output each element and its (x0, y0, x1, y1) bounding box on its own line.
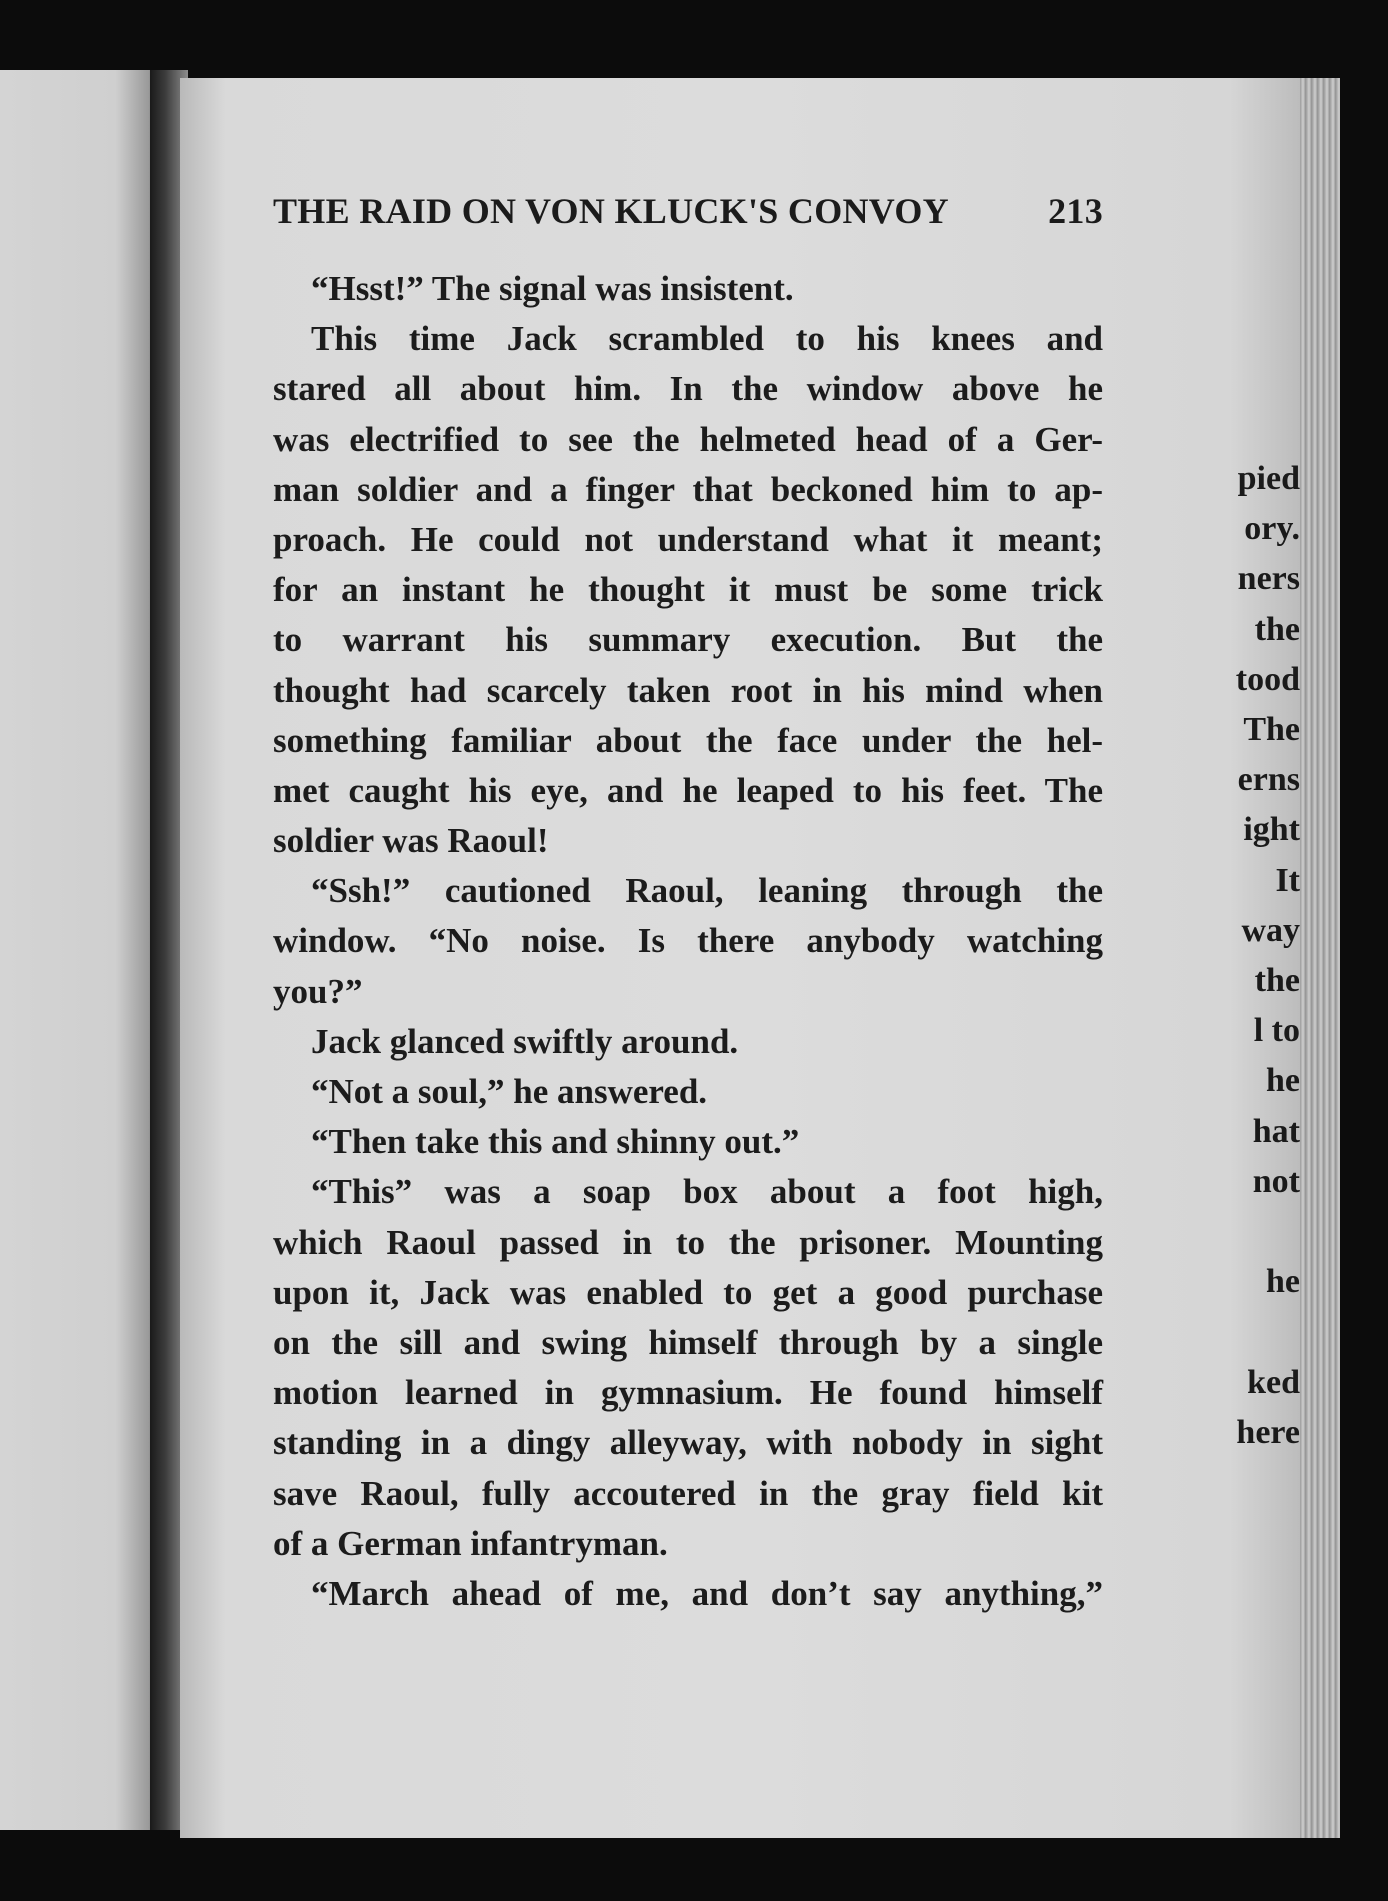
previous-page-line: ners (1237, 560, 1300, 598)
previous-page-line: pied (1237, 460, 1300, 497)
text-line: “Ssh!” cautioned Raoul, leaning through the (311, 871, 1103, 911)
previous-page-line: ight (1243, 811, 1300, 849)
previous-page-line: he (1266, 1263, 1300, 1301)
text-line: “March ahead of me, and don’t say anything,” (311, 1573, 1103, 1613)
previous-page-line: l to (1253, 1012, 1300, 1050)
text-line: upon it, Jack was enabled to get a good purchase (273, 1272, 1103, 1312)
text-line: for an instant he thought it must be some trick (273, 570, 1103, 610)
previous-page-line: not (1252, 1162, 1300, 1200)
text-line: soldier was Raoul! (273, 821, 549, 861)
text-line: which Raoul passed in to the prisoner. Mounting (273, 1222, 1103, 1262)
text-line: This time Jack scrambled to his knees and (311, 319, 1103, 359)
page-edges (1300, 78, 1340, 1838)
text-line: standing in a dingy alleyway, with nobody in sight (273, 1423, 1103, 1463)
text-line: was electrified to see the helmeted head of a Ger- (273, 419, 1103, 459)
text-line: you?” (273, 971, 363, 1011)
previous-page-line: the (1254, 962, 1300, 999)
text-line: to warrant his summary execution. But the (273, 620, 1103, 660)
previous-page-line: It (1275, 861, 1300, 899)
previous-page-line: here (1236, 1413, 1300, 1451)
previous-page-line: ory. (1244, 510, 1300, 548)
previous-page-line: way (1241, 911, 1300, 949)
text-line: “Not a soul,” he answered. (311, 1072, 708, 1111)
previous-page-line: tood (1235, 660, 1300, 698)
previous-page-line: hat (1252, 1112, 1300, 1150)
text-line: thought had scarcely taken root in his mind when (273, 670, 1103, 710)
text-line: proach. He could not understand what it meant; (273, 519, 1103, 559)
chapter-title: THE RAID ON VON KLUCK'S CONVOY (273, 191, 949, 231)
text-line: on the sill and swing himself through by a single (273, 1322, 1103, 1362)
previous-page-line: he (1266, 1062, 1300, 1100)
previous-page-fragment (0, 70, 165, 1830)
text-line: window. “No noise. Is there anybody watching (273, 921, 1103, 961)
body-text (273, 264, 1103, 1619)
text-line: met caught his eye, and he leaped to his feet. The (273, 770, 1103, 810)
running-head (273, 190, 1103, 232)
text-line: of a German infantryman. (273, 1523, 668, 1563)
previous-page-line: The (1243, 711, 1300, 748)
text-line: save Raoul, fully accoutered in the gray field kit (273, 1473, 1103, 1513)
previous-page-line: erns (1237, 761, 1300, 799)
text-line: “Then take this and shinny out.” (311, 1122, 800, 1162)
text-line: Jack glanced swiftly around. (311, 1021, 739, 1061)
page-number: 213 (1048, 191, 1103, 231)
text-line: motion learned in gymnasium. He found himself (273, 1373, 1103, 1413)
text-line: “Hsst!” The signal was insistent. (311, 269, 794, 308)
text-line: stared all about him. In the window above he (273, 369, 1103, 409)
text-line: something familiar about the face under the hel- (273, 720, 1103, 760)
previous-page-line: ked (1247, 1363, 1300, 1401)
previous-page-line: the (1254, 610, 1300, 648)
text-line: man soldier and a finger that beckoned him to ap- (273, 469, 1103, 509)
text-line: “This” was a soap box about a foot high, (311, 1172, 1103, 1212)
